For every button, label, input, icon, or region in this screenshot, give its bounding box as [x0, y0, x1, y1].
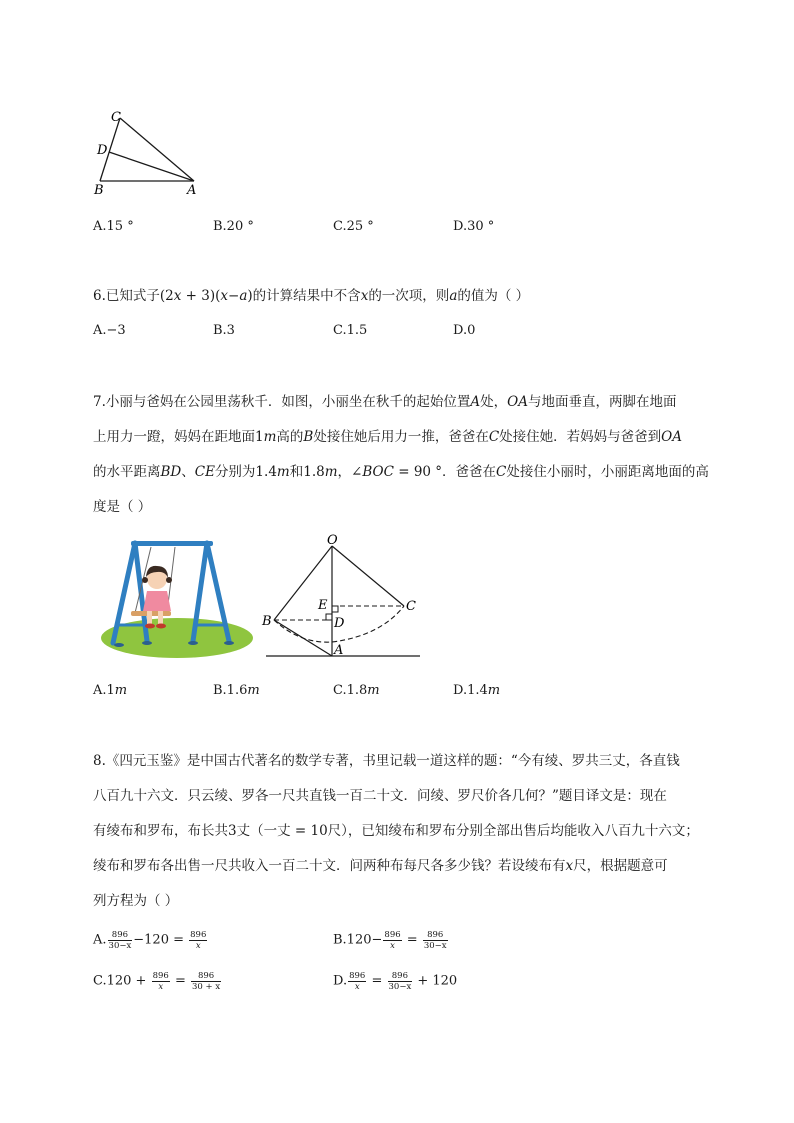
q8-option-d: D. $\frac{896}{x}$ = $\frac{896}{30-x}$ + 120: [333, 971, 458, 992]
label-b: B: [262, 614, 272, 629]
q6-stem: 6.已知式子(2x + 3)(x−a)的计算结果中不含x的一次项，则a的值为（ ）: [93, 288, 530, 304]
q7-option-c: C.1.8m: [333, 683, 380, 698]
q7-stem-line1: 7.小丽与爸妈在公园里荡秋千．如图，小丽坐在秋千的起始位置A处，OA与地面垂直，两脚在地面: [93, 394, 677, 410]
triangle-figure: [88, 108, 208, 198]
label-c: C: [406, 599, 416, 614]
fraction: $\frac{896}{30 + x}$: [192, 971, 221, 992]
q5-option-a: A.15 °: [93, 219, 134, 234]
q7-option-b: B.1.6m: [213, 683, 260, 698]
label-a: A: [334, 643, 344, 658]
q8-stem-line5: 列方程为（ ）: [93, 893, 179, 909]
fraction: $\frac{896}{x}$: [384, 930, 401, 951]
q7-stem-line3: 的水平距离BD、CE分别为1.4m和1.8m，∠BOC = 90 °．爸爸在C处接住小丽时，小丽距离地面的高: [93, 464, 709, 480]
q8-option-a: A. $\frac{896}{30-x}$ −120 = $\frac{896}{x}$: [93, 930, 207, 951]
label-d: D: [97, 143, 108, 158]
q7-stem-line4: 度是（ ）: [93, 499, 152, 515]
q8-option-b: B.120− $\frac{896}{x}$ = $\frac{896}{30-x}$: [333, 930, 447, 951]
q8-stem-line4: 绫布和罗布各出售一尺共收入一百二十文．问两种布每尺各多少钱？若设绫布有x尺，根据题意可: [93, 858, 668, 874]
q5-option-c: C.25 °: [333, 219, 374, 234]
q6-option-c: C.1.5: [333, 323, 368, 338]
q7-stem-line2: 上用力一蹬，妈妈在距地面1m高的B处接住她后用力一推，爸爸在C处接住她．若妈妈与爸爸到OA: [93, 429, 682, 445]
q5-option-d: D.30 °: [453, 219, 495, 234]
fraction: $\frac{896}{30-x}$: [388, 971, 412, 992]
q5-option-b: B.20 °: [213, 219, 254, 234]
fraction: $\frac{896}{x}$: [190, 930, 207, 951]
label-b: B: [94, 183, 104, 198]
label-e: E: [318, 598, 328, 613]
label-c: C: [111, 110, 121, 125]
q7-option-a: A.1m: [93, 683, 128, 698]
q6-option-a: A.−3: [93, 323, 126, 338]
fraction: $\frac{896}{x}$: [152, 971, 169, 992]
label-a: A: [187, 183, 197, 198]
fraction: $\frac{896}{x}$: [349, 971, 366, 992]
q8-stem-line1: 8.《四元玉鉴》是中国古代著名的数学专著，书里记载一道这样的题：“今有绫、罗共三丈，各直钱: [93, 753, 680, 769]
q6-option-b: B.3: [213, 323, 235, 338]
label-o: O: [327, 533, 338, 548]
q6-option-d: D.0: [453, 323, 476, 338]
swing-illustration: [95, 535, 255, 665]
q8-option-c: C.120 + $\frac{896}{x}$ = $\frac{896}{30 + x}$: [93, 971, 221, 992]
label-d: D: [334, 616, 345, 631]
q8-stem-line3: 有绫布和罗布，布长共3丈（一丈 = 10尺），已知绫布和罗布分别全部出售后均能收入八百九十六文；: [93, 823, 699, 839]
swing-geometry-diagram: [260, 532, 425, 662]
q8-stem-line2: 八百九十六文．只云绫、罗各一尺共直钱一百二十文．问绫、罗尺价各几何？”题目译文是：现在: [93, 788, 667, 804]
fraction: $\frac{896}{30-x}$: [423, 930, 447, 951]
q7-option-d: D.1.4m: [453, 683, 501, 698]
fraction: $\frac{896}{30-x}$: [108, 930, 132, 951]
